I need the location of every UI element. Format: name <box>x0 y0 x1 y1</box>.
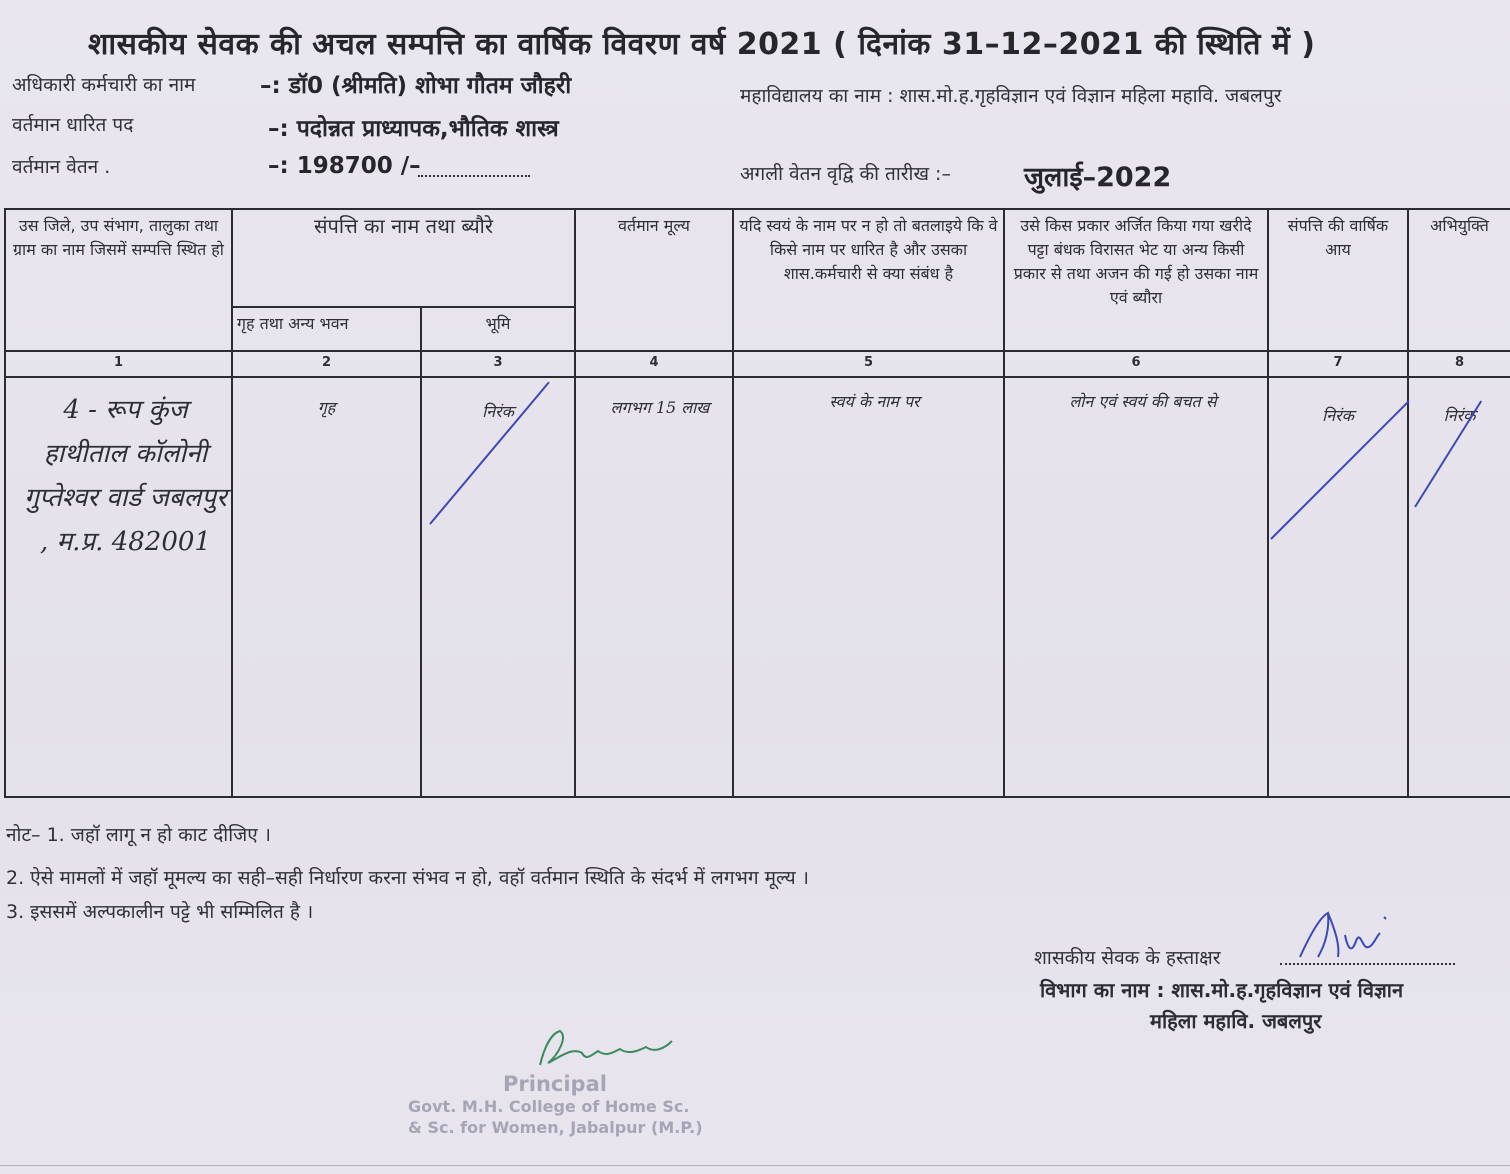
salary-dots <box>418 175 530 177</box>
building-cell: गृह <box>232 377 421 797</box>
property-table <box>4 208 1510 798</box>
increment-label: अगली वेतन वृद्वि की तारीख :– <box>740 163 951 185</box>
employee-signature <box>1290 905 1400 965</box>
income-cell <box>1268 377 1408 797</box>
land-cell <box>421 377 575 797</box>
note-1: नोट– 1. जहॉ लागू न हो काट दीजिए । <box>6 824 271 846</box>
principal-signature <box>520 1025 690 1075</box>
col8-header: अभियुक्ति <box>1408 209 1510 351</box>
col6-header: उसे किस प्रकार अर्जित किया गया खरीदे पट्टा बंधक विरासत भेट या अन्य किसी प्रकार से तथा अजन की गई हो उसका नाम एवं ब्यौरा <box>1004 209 1268 351</box>
signature-label: शासकीय सेवक के हस्ताक्षर <box>1034 947 1221 969</box>
officer-name-label: अधिकारी कर्मचारी का नाम <box>12 74 196 96</box>
value-cell: लगभग 15 लाख <box>575 377 733 797</box>
department-line-1: विभाग का नाम : शास.मो.ह.गृहविज्ञान एवं विज्ञान <box>1040 978 1404 1002</box>
col-number: 1 <box>5 351 232 377</box>
col-number: 7 <box>1268 351 1408 377</box>
scan-edge <box>0 1165 1510 1166</box>
stamp-college-line-1: Govt. M.H. College of Home Sc. <box>408 1097 690 1116</box>
col1-header: उस जिले, उप संभाग, तालुका तथा ग्राम का नाम जिसमें सम्पत्ति स्थित हो <box>5 209 232 351</box>
remarks-value: निरंक <box>1443 406 1476 425</box>
col-number: 6 <box>1004 351 1268 377</box>
page-title: शासकीय सेवक की अचल सम्पत्ति का वार्षिक विवरण वर्ष 2021 ( दिनांक 31–12–2021 की स्थिति में ) <box>88 27 1316 62</box>
col23-header: संपत्ति का नाम तथा ब्यौरे <box>232 209 575 307</box>
officer-name-value: –: डॉ0 (श्रीमति) शोभा गौतम जौहरी <box>260 73 572 99</box>
col7-header: संपत्ति की वार्षिक आय <box>1268 209 1408 351</box>
acquired-cell: लोन एवं स्वयं की बचत से <box>1004 377 1268 797</box>
col-number: 3 <box>421 351 575 377</box>
col2-subheader: गृह तथा अन्य भवन <box>232 307 421 351</box>
signature-stroke <box>1300 913 1386 957</box>
col5-header: यदि स्वयं के नाम पर न हो तो बतलाइये कि वे किसे नाम पर धारित है और उसका शास.कर्मचारी से क्या संबंध है <box>733 209 1004 351</box>
col-number: 8 <box>1408 351 1510 377</box>
col3-subheader: भूमि <box>421 307 575 351</box>
col-number: 4 <box>575 351 733 377</box>
col-number: 5 <box>733 351 1004 377</box>
col4-header: वर्तमान मूल्य <box>575 209 733 351</box>
stamp-college-line-2: & Sc. for Women, Jabalpur (M.P.) <box>408 1118 703 1137</box>
increment-value: जुलाई–2022 <box>1024 162 1172 193</box>
remarks-cell <box>1408 377 1510 797</box>
income-value: निरंक <box>1322 406 1354 425</box>
college-name: महाविद्यालय का नाम : शास.मो.ह.गृहविज्ञान एवं विज्ञान महिला महावि. जबलपुर <box>740 85 1282 107</box>
col-number: 2 <box>232 351 421 377</box>
stamp-principal: Principal <box>503 1072 607 1096</box>
salary-value: –: 198700 /– <box>268 153 421 179</box>
post-label: वर्तमान धारित पद <box>12 114 134 136</box>
department-line-2: महिला महावि. जबलपुर <box>1150 1009 1322 1033</box>
held-by-cell: स्वयं के नाम पर <box>733 377 1004 797</box>
note-3: 3. इससमें अल्पकालीन पट्टे भी सम्मिलित है । <box>6 901 314 923</box>
salary-label: वर्तमान वेतन . <box>12 156 111 178</box>
signature-stroke <box>540 1031 672 1065</box>
land-value: निरंक <box>482 402 514 421</box>
table-row <box>5 377 1510 797</box>
note-2: 2. ऐसे मामलों में जहॉ मूमल्य का सही–सही निर्धारण करना संभव न हो, वहॉ वर्तमान स्थिति के संदर्भ में लगभग मूल्य । <box>6 867 809 889</box>
location-cell: 4 - रूप कुंज हाथीताल कॉलोनी गुप्तेश्वर वार्ड जबलपुर , म.प्र. 482001 <box>5 377 232 797</box>
post-value: –: पदोन्नत प्राध्यापक,भौतिक शास्त्र <box>268 116 559 142</box>
